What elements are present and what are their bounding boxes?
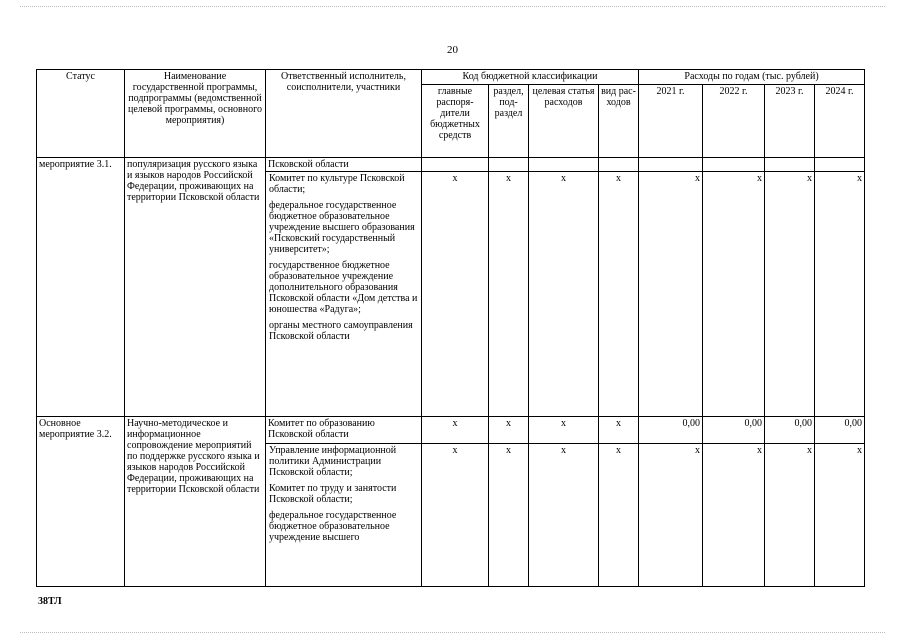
- responsible-item: органы местного самоуправления Псковской области: [269, 320, 413, 342]
- header-row-1: [37, 70, 865, 85]
- responsible-item: Комитет по труду и занятости Псковской области;: [269, 483, 397, 505]
- responsible-cell: Комитет по образованию Псковской области: [266, 417, 422, 444]
- value-cell: х: [815, 444, 865, 587]
- responsible-item: федеральное государственное бюджетное образовательное учреждение высшего образования «Псковский государственный университет»;: [269, 200, 415, 255]
- code-cell: х: [529, 417, 599, 444]
- header-target-article: целевая статья расходов: [529, 85, 599, 158]
- code-cell: х: [422, 444, 489, 587]
- code-cell: х: [489, 444, 529, 587]
- value-cell: 0,00: [815, 417, 865, 444]
- code-cell: х: [599, 444, 639, 587]
- responsible-cell: Псковской области: [266, 158, 422, 172]
- header-name: Наименование государственной программы, подпрограммы (ведомственной целевой программы, основного мероприятия): [125, 70, 266, 158]
- header-year-2023: 2023 г.: [765, 85, 815, 158]
- value-cell: х: [765, 444, 815, 587]
- header-year-2021: 2021 г.: [639, 85, 703, 158]
- code-cell: х: [529, 172, 599, 417]
- header-expense-type: вид рас-ходов: [599, 85, 639, 158]
- name-cell: популяризация русского языка и языков народов Российской Федерации, проживающих на территории Псковской области: [125, 158, 266, 417]
- code-cell: х: [489, 417, 529, 444]
- value-cell: 0,00: [703, 417, 765, 444]
- responsible-item: Управление информационной политики Администрации Псковской области;: [269, 445, 397, 478]
- header-budget-managers: главные распоря-дители бюджетных средств: [422, 85, 489, 158]
- code-cell: х: [422, 417, 489, 444]
- bottom-scan-edge: [20, 632, 885, 633]
- responsible-list: [266, 444, 422, 587]
- value-cell: х: [703, 172, 765, 417]
- code-cell: х: [422, 172, 489, 417]
- responsible-item: федеральное государственное бюджетное образовательное учреждение высшего: [269, 510, 397, 543]
- code-cell: х: [599, 172, 639, 417]
- responsible-item: государственное бюджетное образовательное учреждение дополнительного образования Псковской области «Дом детства и юношества «Радуга»;: [269, 260, 418, 315]
- code-cell: х: [529, 444, 599, 587]
- header-section: раздел, под-раздел: [489, 85, 529, 158]
- name-cell: Научно-методическое и информационное сопровождение мероприятий по поддержке русского языка и языков народов Российской Федерации, проживающих на территории Псковской области: [125, 417, 266, 587]
- top-scan-edge: [20, 6, 885, 7]
- value-cell: х: [703, 444, 765, 587]
- table-row: [37, 417, 865, 444]
- header-year-2022: 2022 г.: [703, 85, 765, 158]
- page-number: 20: [447, 44, 458, 56]
- header-budget-code: Код бюджетной классификации: [422, 70, 639, 85]
- table-row: [37, 158, 865, 172]
- footer-code: 38ТЛ: [38, 596, 62, 607]
- code-cell: х: [489, 172, 529, 417]
- value-cell: х: [639, 444, 703, 587]
- value-cell: х: [815, 172, 865, 417]
- responsible-item: Комитет по культуре Псковской области;: [269, 173, 405, 195]
- value-cell: 0,00: [765, 417, 815, 444]
- responsible-list: [266, 172, 422, 417]
- program-table: [36, 69, 865, 587]
- header-year-2024: 2024 г.: [815, 85, 865, 158]
- value-cell: х: [765, 172, 815, 417]
- value-cell: х: [639, 172, 703, 417]
- header-status: Статус: [37, 70, 125, 158]
- status-cell: Основное мероприятие 3.2.: [37, 417, 125, 587]
- value-cell: 0,00: [639, 417, 703, 444]
- status-cell: мероприятие 3.1.: [37, 158, 125, 417]
- header-expenses: Расходы по годам (тыс. рублей): [639, 70, 865, 85]
- code-cell: х: [599, 417, 639, 444]
- header-responsible: Ответственный исполнитель, соисполнители, участники: [266, 70, 422, 158]
